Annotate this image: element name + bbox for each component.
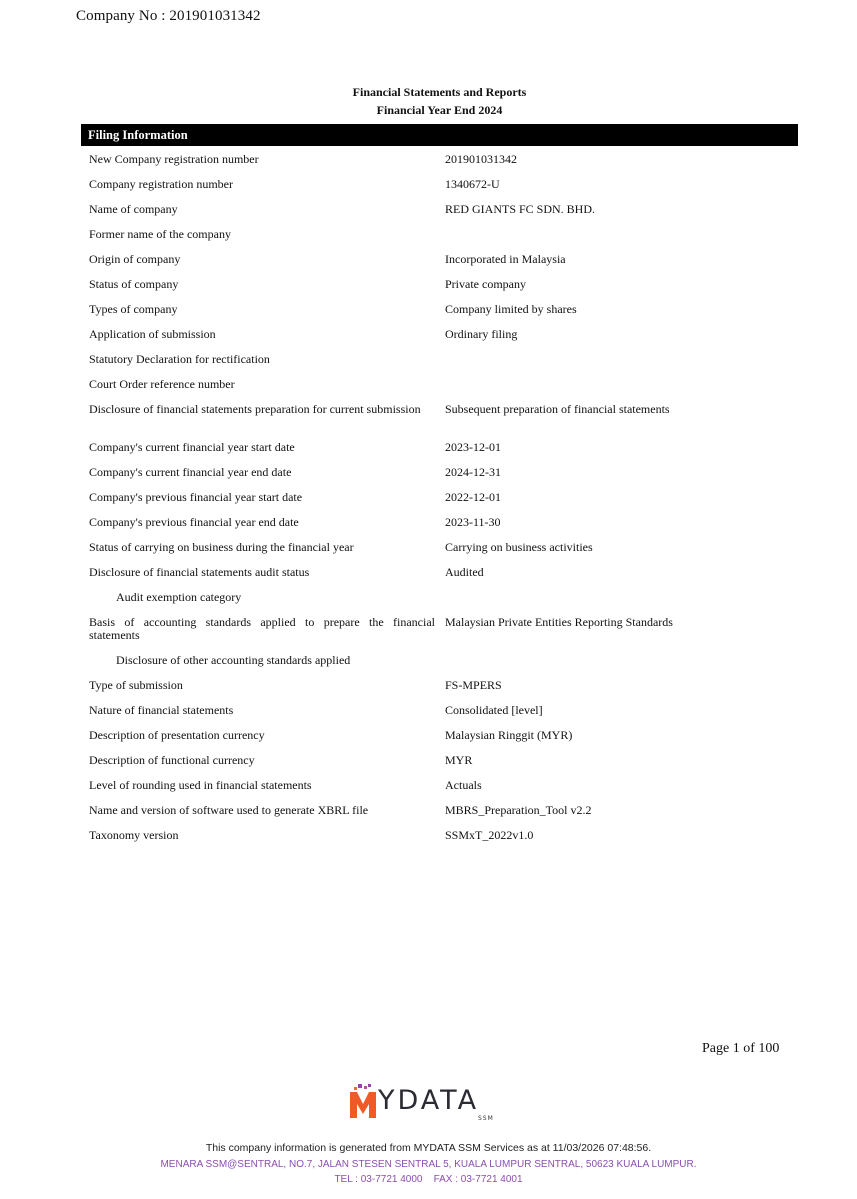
row-value: Audited	[445, 565, 484, 579]
row-label: Status of carrying on business during the financial year	[89, 540, 354, 554]
footer-address: MENARA SSM@SENTRAL, NO.7, JALAN STESEN SENTRAL 5, KUALA LUMPUR SENTRAL, 50623 KUALA LUMPUR.	[160, 1159, 697, 1170]
row-label: Nature of financial statements	[89, 703, 234, 717]
row-value: Consolidated [level]	[445, 703, 543, 717]
row-label: Name of company	[89, 202, 178, 216]
table-row	[89, 150, 789, 175]
table-row	[89, 613, 789, 651]
row-value: 2022-12-01	[445, 490, 501, 504]
footer-generated-notice: This company information is generated from MYDATA SSM Services as at 11/03/2026 07:48:56.	[205, 1142, 652, 1154]
row-label: Description of presentation currency	[89, 728, 265, 742]
row-label: Company's current financial year end date	[89, 465, 292, 479]
row-label: Status of company	[89, 277, 179, 291]
row-value: MYR	[445, 753, 473, 767]
table-row	[89, 751, 789, 776]
table-row	[89, 726, 789, 751]
table-row	[89, 250, 789, 275]
table-row	[89, 350, 789, 375]
table-row	[89, 588, 789, 613]
table-row	[89, 651, 789, 676]
row-label: Court Order reference number	[89, 377, 235, 391]
title-line-2: Financial Year End 2024	[376, 103, 503, 117]
table-row	[89, 826, 789, 851]
row-label: Statutory Declaration for rectification	[89, 352, 270, 366]
table-row	[89, 801, 789, 826]
row-value: MBRS_Preparation_Tool v2.2	[445, 803, 592, 817]
table-row	[89, 225, 789, 250]
row-value: 2023-11-30	[445, 515, 501, 529]
row-value: Carrying on business activities	[445, 540, 593, 554]
table-row	[89, 375, 789, 400]
logo-sub: SSM	[478, 1115, 494, 1122]
row-value: Incorporated in Malaysia	[445, 252, 566, 266]
row-label: Origin of company	[89, 252, 181, 266]
table-row	[89, 513, 789, 538]
logo-word: YDATA	[378, 1085, 480, 1116]
row-value: Malaysian Ringgit (MYR)	[445, 728, 573, 742]
row-label: Company's previous financial year start date	[89, 490, 303, 504]
table-row	[89, 325, 789, 350]
row-value: Ordinary filing	[445, 327, 518, 341]
row-label: Description of functional currency	[89, 753, 255, 767]
row-value: Company limited by shares	[445, 302, 577, 316]
table-row	[89, 563, 789, 588]
table-row	[89, 538, 789, 563]
row-label: Disclosure of financial statements audit status	[89, 565, 310, 579]
row-label: Company's current financial year start date	[89, 440, 295, 454]
table-row	[89, 488, 789, 513]
filing-information-table	[89, 150, 789, 851]
row-value: 2024-12-31	[445, 465, 501, 479]
table-row	[89, 175, 789, 200]
row-value: FS-MPERS	[445, 678, 502, 692]
row-value: Actuals	[445, 778, 482, 792]
row-label: Taxonomy version	[89, 828, 179, 842]
row-label: Application of submission	[89, 327, 216, 341]
document-title	[0, 83, 857, 119]
section-header-filing-information: Filing Information	[81, 124, 798, 146]
row-value: 201901031342	[445, 152, 517, 166]
row-value: 2023-12-01	[445, 440, 501, 454]
row-label: Basis of accounting standards applied to prepare the financial statements	[89, 615, 435, 642]
row-label: New Company registration number	[89, 152, 259, 166]
row-label: Disclosure of financial statements preparation for current submission	[89, 402, 421, 416]
row-label: Company's previous financial year end date	[89, 515, 299, 529]
row-label: Type of submission	[89, 678, 183, 692]
row-label: Disclosure of other accounting standards applied	[116, 653, 351, 667]
table-row	[89, 438, 789, 463]
row-label: Audit exemption category	[116, 590, 242, 604]
row-value: RED GIANTS FC SDN. BHD.	[445, 202, 596, 216]
row-label: Former name of the company	[89, 227, 231, 241]
table-row	[89, 200, 789, 225]
table-row	[89, 676, 789, 701]
company-number-header: Company No : 201901031342	[76, 8, 261, 24]
row-label: Company registration number	[89, 177, 233, 191]
row-value: Private company	[445, 277, 526, 291]
table-row	[89, 701, 789, 726]
table-row	[89, 463, 789, 488]
row-label: Types of company	[89, 302, 178, 316]
page-number: Page 1 of 100	[702, 1041, 780, 1056]
row-label: Level of rounding used in financial statements	[89, 778, 312, 792]
footer-contact: TEL : 03-7721 4000 FAX : 03-7721 4001	[334, 1174, 523, 1185]
table-row	[89, 776, 789, 801]
row-value: Subsequent preparation of financial statements	[445, 402, 670, 416]
row-value: Malaysian Private Entities Reporting Standards	[445, 615, 673, 629]
row-value: 1340672-U	[445, 177, 500, 191]
table-row	[89, 300, 789, 325]
mydata-logo-mark-icon	[348, 1084, 378, 1120]
title-line-1: Financial Statements and Reports	[352, 85, 527, 99]
table-row	[89, 400, 789, 438]
row-value: SSMxT_2022v1.0	[445, 828, 534, 842]
table-row	[89, 275, 789, 300]
row-label: Name and version of software used to generate XBRL file	[89, 803, 369, 817]
mydata-logo	[348, 1082, 518, 1122]
